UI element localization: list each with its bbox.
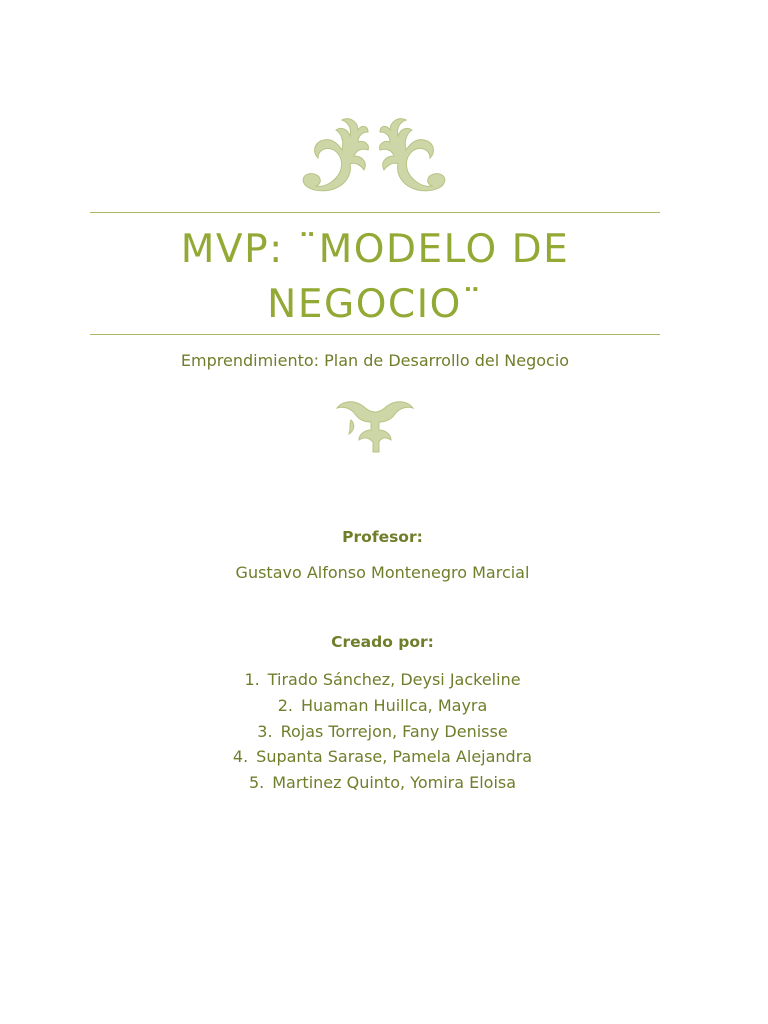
author-number: 2. [277,695,293,715]
divider-top [90,212,660,213]
list-item [90,693,675,719]
professor-name: Gustavo Alfonso Montenegro Marcial [235,563,530,582]
fleuron-icon [333,396,417,454]
author-number: 1. [244,670,260,689]
author-name: Huaman Huillca, Mayra [300,695,488,715]
list-item [90,770,675,796]
author-name: Tirado Sánchez, Deysi Jackeline [267,670,521,689]
document-subtitle: Emprendimiento: Plan de Desarrollo del Negocio [180,351,570,370]
created-by-label: Creado por: [331,633,434,651]
floral-flourish-icon [296,114,452,196]
document-title: MVP: ¨MODELO DE NEGOCIO¨ [180,227,570,327]
divider-bottom [90,334,660,335]
author-number: 4. [232,747,249,767]
author-name: Rojas Torrejon, Fany Denisse [280,721,508,741]
professor-label: Profesor: [342,528,423,546]
author-number: 3. [257,721,273,741]
list-item [90,719,675,745]
author-name: Martinez Quinto, Yomira Eloisa [272,773,517,793]
list-item [90,744,675,770]
authors-list [90,667,675,796]
list-item [90,667,675,693]
author-name: Supanta Sarase, Pamela Alejandra [256,747,533,767]
author-number: 5. [248,773,265,793]
